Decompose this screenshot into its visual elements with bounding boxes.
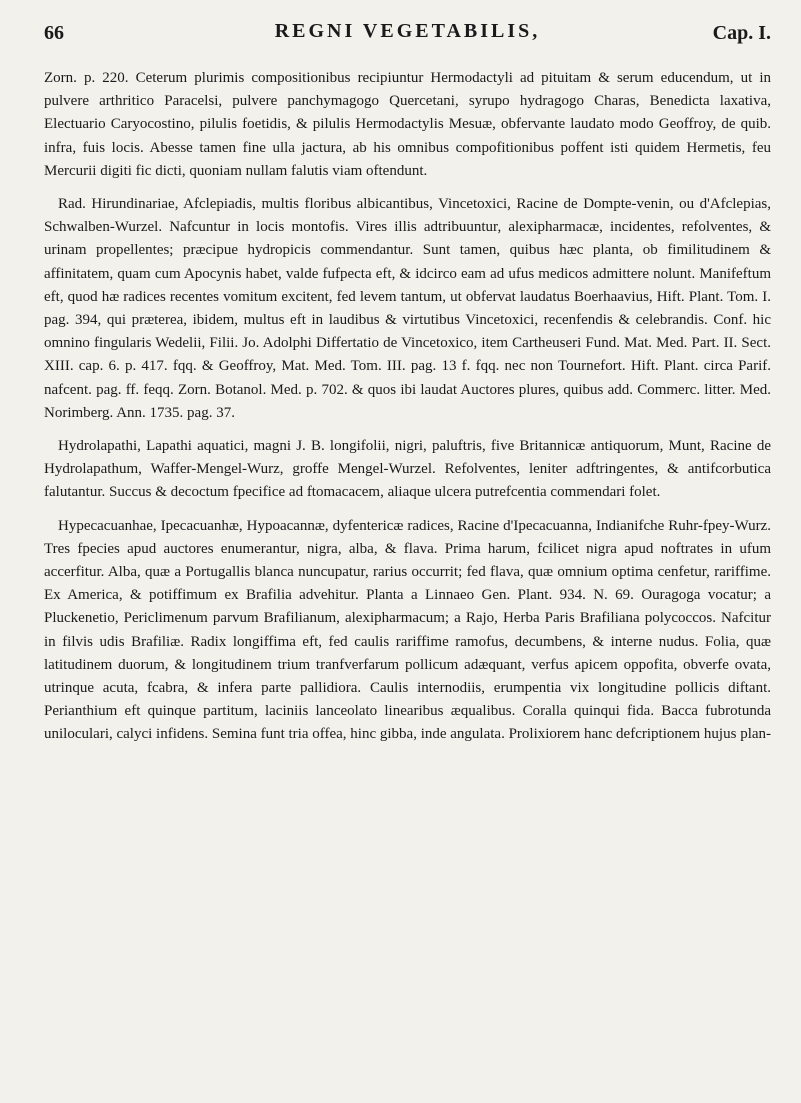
page-number: 66 (44, 22, 64, 44)
running-title: REGNI VEGETABILIS, (274, 20, 541, 42)
paragraph-hydrolapathi: Hydrolapathi, Lapathi aquatici, magni J. B. longifolii, nigri, paluftris, five Britannicæ antiquorum, Munt, Racine de Hydrolapathum, Waffer-Mengel-Wurz, groffe Mengel-Wurzel. Refolventes, leniter adftringentes, & antifcorbutica falutantur. Succus & decoctum fpecifice ad ftomacacem, aliaque ulcera putrefcentia commendari folet. (44, 438, 771, 501)
paragraph-hirundinariae: Rad. Hirundinariae, Afclepiadis, multis floribus albicantibus, Vincetoxici, Racine de Dompte-venin, ou d'Afclepias, Schwalben-Wurzel. Nafcuntur in locis montofis. Vires illis adtribuuntur, alexipharmacæ, incidentes, refolventes, & urinam propellentes; præcipue hydropicis commendantur. Sunt tamen, quibus hæc planta, ob fimilitudinem & affinitatem, quam cum Apocynis habet, valde fufpecta eft, & idcirco eam ad ufus medicos admittere nolunt. Manifeftum eft, quod hæ radices recentes vomitum excitent, fed levem tantum, ut obfervat laudatus Boerhaavius, Hift. Plant. Tom. I. pag. 394, qui præterea, ibidem, multus eft in laudibus & virtutibus Vincetoxici, recenfendis & celebrandis. Conf. hic omnino fingularis Wedelii, Filii. Jo. Adolphi Differtatio de Vincetoxico, item Cartheuseri Fund. Mat. Med. Part. II. Sect. XIII. cap. 6. p. 417. fqq. & Geoffroy, Mat. Med. Tom. III. pag. 13 f. fqq. nec non Tournefort. Hift. Plant. circa Parif. nafcent. pag. ff. feqq. Zorn. Botanol. Med. p. 702. & quos ibi laudat Auctores plures, quibus add. Commerc. litter. Med. Norimberg. Ann. 1735. pag. 37. (44, 196, 771, 421)
chapter-label: Cap. I. (712, 22, 771, 44)
paragraph-hermodactyli: Zorn. p. 220. Ceterum plurimis compositionibus recipiuntur Hermodactyli ad pituitam & serum educendum, ut in pulvere arthritico Paracelsi, pulvere panchymagogo Quercetani, syrupo hydragogo Charas, Benedicta laxativa, Electuario Caryocostino, pilulis foetidis, & pilulis Hermodactylis Mesuæ, obfervante laudato modo Geoffroy, de quib. infra, fuis locis. Abesse tamen fine ulla jactura, ab his omnibus compofitionibus poffent isti quidem Hermetis, feu Mercurii digiti fic dicti, quoniam nullam falutis viam oftendunt. (44, 70, 771, 179)
page-header (44, 20, 771, 50)
paragraph-hypecacuanhae: Hypecacuanhae, Ipecacuanhæ, Hypoacannæ, dyfentericæ radices, Racine d'Ipecacuanna, Indianifche Ruhr-fpey-Wurz. Tres fpecies apud auctores enumerantur, nigra, alba, & flava. Prima harum, fcilicet nigra apud noftrates in ufum accerfitur. Alba, quæ a Portugallis blanca nuncupatur, rarius occurrit; fed flava, quæ omnium optima cenfetur, rariffime. Ex America, & potiffimum ex Brafilia advehitur. Planta a Linnaeo Gen. Plant. 934. N. 69. Ouragoga vocatur; a Pluckenetio, Periclimenum parvum Brafilianum, alexipharmacum; a Rajo, Herba Paris Brafiliana polycoccos. Nafcitur in filvis udis Brafiliæ. Radix longiffima eft, fed caulis rariffime ramofus, decumbens, & interne nudus. Folia, quæ latitudinem duorum, & longitudinem trium tranfverfarum pollicum adæquant, verfus apicem oppofita, obverfe ovata, utrinque acuta, fcabra, & infera parte pallidiora. Caulis internodiis, erumpentia vix longitudine pollicis diftant. Perianthium eft quinque partitum, laciniis lanceolato linearibus æqualibus. Coralla quinqui fida. Bacca fubrotunda uniloculari, calyci infidens. Semina funt tria offea, hinc gibba, inde angulata. Prolixiorem hanc defcriptionem hujus plan- (44, 517, 772, 743)
page-body (44, 67, 771, 757)
